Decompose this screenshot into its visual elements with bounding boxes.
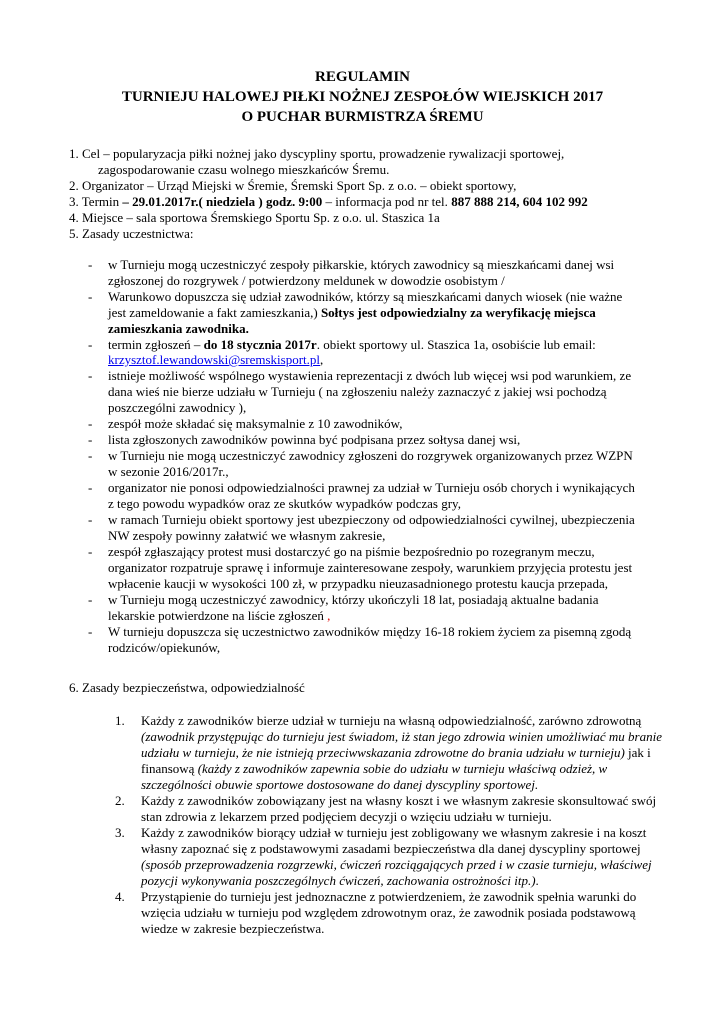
doc-title: REGULAMIN: [314, 69, 410, 85]
rule-12-cont: rodziców/opiekunów,: [108, 640, 221, 655]
rule-10: zespół zgłaszający protest musi dostarczyć go na piśmie bezpośrednio po rozegranym meczu,: [108, 544, 595, 559]
list-number: 4.: [115, 889, 125, 904]
rule-5: zespół może składać się maksymalnie z 10 zawodników,: [108, 416, 403, 431]
safety-4: Przystąpienie do turnieju jest jednoznaczne z potwierdzeniem, że zawodnik spełnia warunki do: [141, 889, 637, 904]
section-6-heading: 6. Zasady bezpieczeństwa, odpowiedzialność: [69, 680, 305, 695]
general-item-2: 2. Organizator – Urząd Miejski w Śremie, Śremski Sport Sp. z o.o. – obiekt sportowy,: [69, 178, 517, 193]
rule-3-cont: krzysztof.lewandowski@sremskisport.pl,: [108, 352, 324, 367]
rule-11: w Turnieju mogą uczestniczyć zawodnicy, którzy ukończyli 18 lat, posiadają aktualne badania: [108, 592, 599, 607]
rule-6: lista zgłoszonych zawodników powinna być podpisana przez sołtysa danej wsi,: [108, 432, 521, 447]
general-item-1: 1. Cel – popularyzacja piłki nożnej jako dyscypliny sportu, prowadzenie rywalizacji sportowej,: [69, 146, 565, 161]
safety-3: Każdy z zawodników biorący udział w turnieju jest zobligowany we własnym zakresie i na koszt: [141, 825, 647, 840]
bullet-dash: -: [88, 416, 93, 431]
rule-2-cont2: zamieszkania zawodnika.: [108, 321, 249, 336]
rule-2: Warunkowo dopuszcza się udział zawodników, którzy są mieszkańcami danych wiosek (nie ważne: [108, 289, 623, 304]
rule-4-cont: dana wieś nie bierze udziału w Turnieju ( na zgłoszeniu należy zaznaczyć z jakiej wsi pochodzą: [108, 384, 607, 399]
bullet-dash: -: [88, 592, 93, 607]
rule-7-cont: w sezonie 2016/2017r.,: [108, 464, 229, 479]
bullet-dash: -: [88, 257, 93, 272]
general-item-1-cont: zagospodarowanie czasu wolnego mieszkańców Śremu.: [98, 162, 390, 177]
rule-9-cont: NW zespoły powinny załatwić we własnym zakresie,: [108, 528, 386, 543]
safety-2: Każdy z zawodników zobowiązany jest na własny koszt i we własnym zakresie skonsultować swój: [141, 793, 657, 808]
rule-8: organizator nie ponosi odpowiedzialności prawnej za udział w Turnieju osób chorych i wynikających: [108, 480, 635, 495]
safety-3-cont: własny zapoznać się z podstawowymi zasadami bezpieczeństwa dla danej dyscypliny sportowej: [141, 841, 641, 856]
safety-3-cont3: pozycji wykonywania poszczególnych ćwiczeń, zachowania ostrożności itp.).: [141, 873, 539, 888]
rule-3: termin zgłoszeń – do 18 stycznia 2017r. obiekt sportowy ul. Staszica 1a, osobiście lub email:: [108, 337, 596, 352]
rule-1-cont: zgłoszonej do rozgrywek / potwierdzony meldunek w dowodzie osobistym /: [108, 273, 505, 288]
bullet-dash: -: [88, 337, 93, 352]
list-number: 2.: [115, 793, 125, 808]
safety-4-cont: wzięcia udziału w turnieju pod względem zdrowotnym oraz, że zawodnik posiada podstawową: [141, 905, 636, 920]
list-number: 3.: [115, 825, 125, 840]
bullet-dash: -: [88, 432, 93, 447]
safety-1-cont3: finansową (każdy z zawodników zapewnia sobie do udziału w turnieju właściwą odzież, w: [141, 761, 608, 776]
general-item-4: 4. Miejsce – sala sportowa Śremskiego Sportu Sp. z o.o. ul. Staszica 1a: [69, 210, 440, 225]
email-link[interactable]: krzysztof.lewandowski@sremskisport.pl: [108, 352, 320, 367]
safety-1-cont4: szczególności obuwie sportowe dostosowane do danej dyscypliny sportowej.: [141, 777, 539, 792]
safety-1-cont2: udziału w turnieju, że nie istnieją przeciwwskazania zdrowotne do brania udziału w turnieju) jak i: [141, 745, 651, 760]
rule-8-cont: z tego powodu wypadków oraz ze skutków wypadków podczas gry,: [108, 496, 461, 511]
rule-10-cont2: wpłacenie kaucji w wysokości 100 zł, w przypadku nieuzasadnionego protestu kaucja przepada,: [108, 576, 608, 591]
rule-7: w Turnieju nie mogą uczestniczyć zawodnicy zgłoszeni do rozgrywek organizowanych przez WZPN: [108, 448, 633, 463]
safety-1: Każdy z zawodników bierze udział w turnieju na własną odpowiedzialność, zarówno zdrowotną: [141, 713, 642, 728]
rule-12: W turnieju dopuszcza się uczestnictwo zawodników między 16-18 rokiem życiem za pisemną zgodą: [108, 624, 632, 639]
bullet-dash: -: [88, 512, 93, 527]
bullet-dash: -: [88, 289, 93, 304]
rule-1: w Turnieju mogą uczestniczyć zespoły piłkarskie, których zawodnicy są mieszkańcami danej wsi: [108, 257, 615, 272]
safety-3-cont2: (sposób przeprowadzenia rozgrzewki, ćwiczeń rozciągających przed i w czasie turnieju, właściwej: [141, 857, 652, 872]
list-number: 1.: [115, 713, 125, 728]
bullet-dash: -: [88, 480, 93, 495]
general-item-5: 5. Zasady uczestnictwa:: [69, 226, 194, 241]
rule-2-cont: jest zameldowanie a fakt zamieszkania,) Sołtys jest odpowiedzialny za weryfikację miejsca: [108, 305, 596, 320]
rule-9: w ramach Turnieju obiekt sportowy jest ubezpieczony od odpowiedzialności cywilnej, ubezpieczenia: [108, 512, 635, 527]
bullet-dash: -: [88, 544, 93, 559]
doc-title-line2: TURNIEJU HALOWEJ PIŁKI NOŻNEJ ZESPOŁÓW WIEJSKICH 2017: [121, 89, 604, 105]
bullet-dash: -: [88, 624, 93, 639]
rule-11-cont: lekarskie potwierdzone na liście zgłoszeń ,: [108, 608, 331, 623]
bullet-dash: -: [88, 448, 93, 463]
safety-2-cont: stan zdrowia z lekarzem przed podjęciem decyzji o wzięciu udziału w turnieju.: [141, 809, 552, 824]
safety-4-cont2: wiedze w zakresie bezpieczeństwa.: [141, 921, 325, 936]
rule-4-cont2: poszczególni zawodnicy ),: [108, 400, 247, 415]
bullet-dash: -: [88, 368, 93, 383]
safety-1-cont: (zawodnik przystępując do turnieju jest świadom, iż stan jego zdrowia winien umożliwiać mu branie: [141, 729, 662, 744]
rule-4: istnieje możliwość wspólnego wystawienia reprezentacji z dwóch lub więcej wsi pod warunkiem, ze: [108, 368, 632, 383]
doc-title-line3: O PUCHAR BURMISTRZA ŚREMU: [241, 109, 484, 125]
rule-10-cont: organizator rozpatruje sprawę i informuje zainteresowane zespoły, warunkiem przyjęcia protestu jest: [108, 560, 633, 575]
general-item-3: 3. Termin – 29.01.2017r.( niedziela ) godz. 9:00 – informacja pod nr tel. 887 888 214, 604 102 992: [69, 194, 588, 209]
